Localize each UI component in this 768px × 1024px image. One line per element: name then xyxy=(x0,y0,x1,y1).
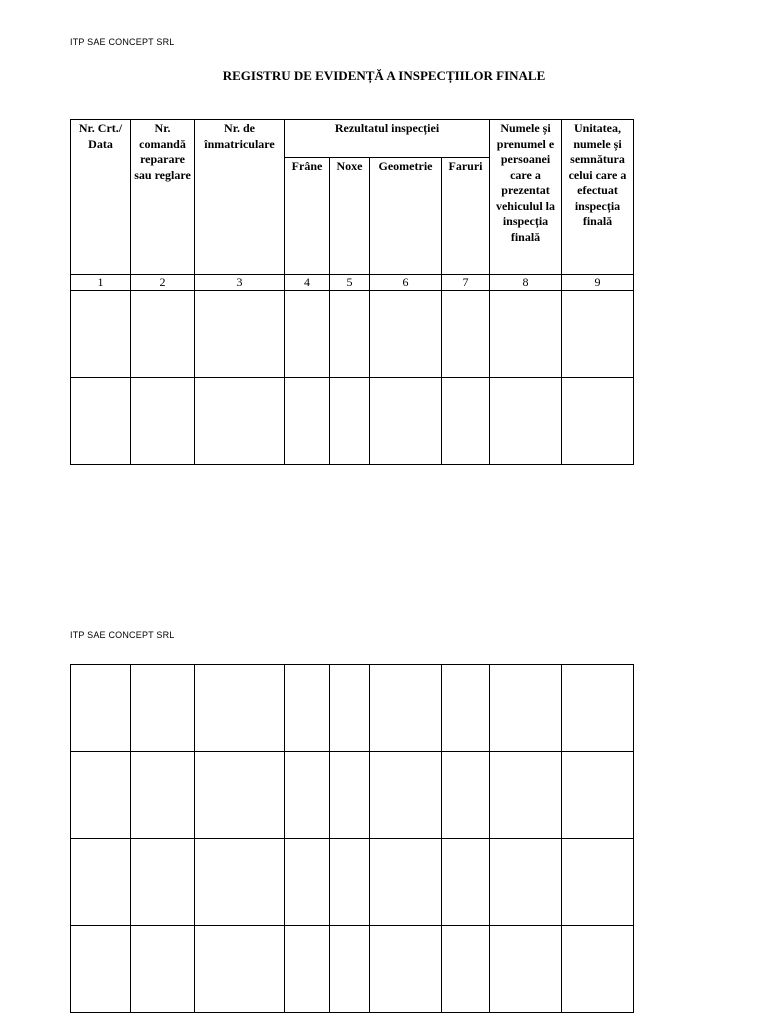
table-cell[interactable] xyxy=(71,378,131,465)
table-cell[interactable] xyxy=(562,378,634,465)
table-cell[interactable] xyxy=(71,839,131,926)
header-frane: Frâne xyxy=(285,158,330,275)
table-row xyxy=(71,378,634,465)
header-geometrie: Geometrie xyxy=(370,158,442,275)
table-cell[interactable] xyxy=(370,752,442,839)
table-cell[interactable] xyxy=(370,839,442,926)
header-faruri: Faruri xyxy=(442,158,490,275)
table-cell[interactable] xyxy=(370,291,442,378)
table-row xyxy=(71,839,634,926)
column-number-row xyxy=(71,275,634,291)
table-cell[interactable] xyxy=(562,291,634,378)
table-cell[interactable] xyxy=(131,665,195,752)
table-cell[interactable] xyxy=(490,926,562,1013)
table-cell[interactable] xyxy=(131,839,195,926)
table-cell[interactable] xyxy=(330,378,370,465)
table-cell[interactable] xyxy=(195,926,285,1013)
column-number: 5 xyxy=(330,275,370,291)
table-cell[interactable] xyxy=(562,665,634,752)
table-cell[interactable] xyxy=(442,291,490,378)
table-cell[interactable] xyxy=(562,839,634,926)
table-cell[interactable] xyxy=(370,378,442,465)
table-row xyxy=(71,665,634,752)
header-noxe: Noxe xyxy=(330,158,370,275)
column-number: 4 xyxy=(285,275,330,291)
company-header-page-2: ITP SAE CONCEPT SRL xyxy=(70,630,175,640)
table-cell[interactable] xyxy=(442,665,490,752)
table-cell[interactable] xyxy=(71,752,131,839)
table-cell[interactable] xyxy=(285,665,330,752)
table-cell[interactable] xyxy=(195,291,285,378)
table-cell[interactable] xyxy=(562,752,634,839)
table-cell[interactable] xyxy=(131,378,195,465)
table-cell[interactable] xyxy=(490,378,562,465)
header-unitatea-semnatura: Unitatea, numele și semnătura celui care a efectuat inspecția finală xyxy=(562,120,634,275)
table-cell[interactable] xyxy=(131,752,195,839)
table-cell[interactable] xyxy=(490,291,562,378)
table-cell[interactable] xyxy=(195,378,285,465)
table-cell[interactable] xyxy=(490,665,562,752)
table-cell[interactable] xyxy=(195,839,285,926)
column-number: 7 xyxy=(442,275,490,291)
table-cell[interactable] xyxy=(490,752,562,839)
header-persoana-prezentat: Numele și prenumel e persoanei care a prezentat vehiculul la inspecția finală xyxy=(490,120,562,275)
table-cell[interactable] xyxy=(195,752,285,839)
table-cell[interactable] xyxy=(442,752,490,839)
table-cell[interactable] xyxy=(490,839,562,926)
table-cell[interactable] xyxy=(285,926,330,1013)
register-title: REGISTRU DE EVIDENȚĂ A INSPECȚIILOR FINALE xyxy=(222,68,546,83)
table-cell[interactable] xyxy=(330,665,370,752)
table-cell[interactable] xyxy=(285,839,330,926)
table-cell[interactable] xyxy=(330,839,370,926)
table-cell[interactable] xyxy=(442,926,490,1013)
header-nr-crt-data: Nr. Crt./ Data xyxy=(71,120,131,275)
table-cell[interactable] xyxy=(71,926,131,1013)
table-cell[interactable] xyxy=(330,291,370,378)
table-cell[interactable] xyxy=(442,839,490,926)
table-cell[interactable] xyxy=(562,926,634,1013)
column-number: 1 xyxy=(71,275,131,291)
table-cell[interactable] xyxy=(285,378,330,465)
table-cell[interactable] xyxy=(330,926,370,1013)
inspection-register-table xyxy=(70,119,634,465)
column-number: 2 xyxy=(131,275,195,291)
header-nr-inmatriculare: Nr. de înmatriculare xyxy=(195,120,285,275)
inspection-register-table-continued xyxy=(70,664,634,1013)
table-row xyxy=(71,291,634,378)
table-cell[interactable] xyxy=(71,665,131,752)
table-cell[interactable] xyxy=(330,752,370,839)
table-cell[interactable] xyxy=(285,752,330,839)
table-cell[interactable] xyxy=(195,665,285,752)
header-nr-comanda: Nr. comandă reparare sau reglare xyxy=(131,120,195,275)
header-rezultatul-inspectiei: Rezultatul inspecției xyxy=(285,120,490,158)
table-row xyxy=(71,752,634,839)
table-cell[interactable] xyxy=(442,378,490,465)
column-number: 9 xyxy=(562,275,634,291)
table-cell[interactable] xyxy=(285,291,330,378)
column-number: 8 xyxy=(490,275,562,291)
column-number: 3 xyxy=(195,275,285,291)
table-cell[interactable] xyxy=(370,665,442,752)
table-cell[interactable] xyxy=(370,926,442,1013)
table-cell[interactable] xyxy=(131,926,195,1013)
table-row xyxy=(71,926,634,1013)
column-number: 6 xyxy=(370,275,442,291)
table-cell[interactable] xyxy=(71,291,131,378)
table-cell[interactable] xyxy=(131,291,195,378)
company-header: ITP SAE CONCEPT SRL xyxy=(70,37,175,47)
